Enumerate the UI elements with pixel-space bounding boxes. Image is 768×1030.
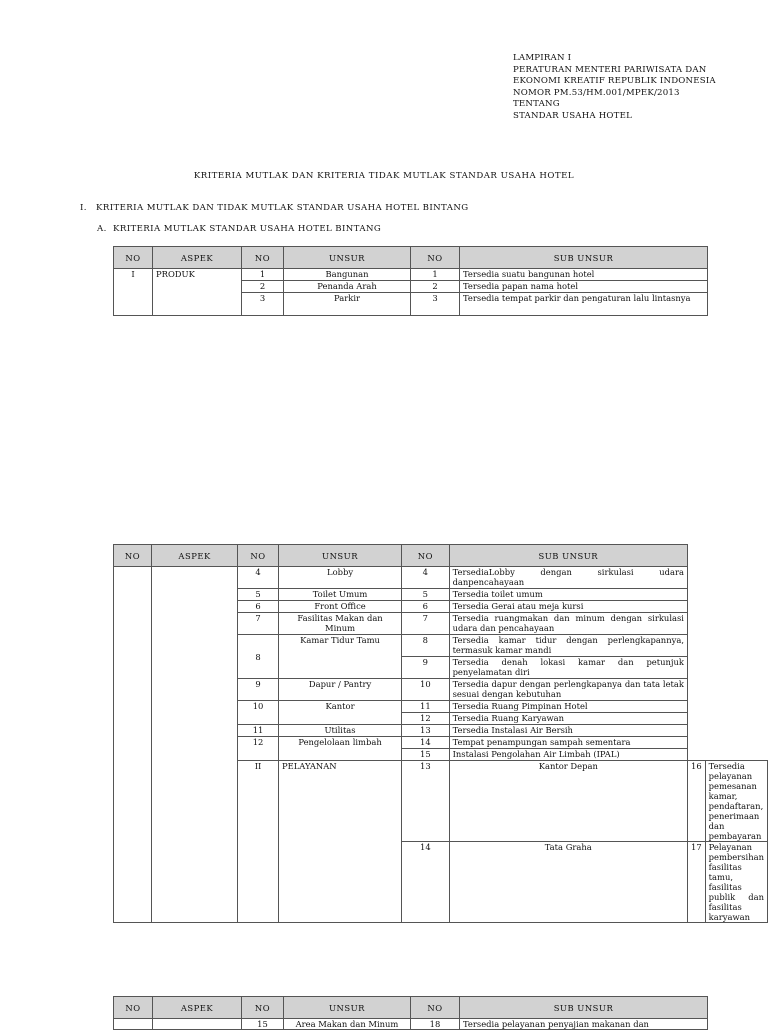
sub-number: 12 [402, 713, 449, 725]
unsur-name: Area Makan dan Minum [284, 1019, 411, 1030]
header-aspek: ASPEK [153, 997, 242, 1019]
sub-number: 2 [411, 281, 460, 293]
section-text: KRITERIA MUTLAK STANDAR USAHA HOTEL BINTANG [113, 224, 382, 234]
aspek-name-empty [153, 1019, 242, 1030]
document-title: KRITERIA MUTLAK DAN KRITERIA TIDAK MUTLAK STANDAR USAHA HOTEL [193, 171, 575, 181]
sub-unsur-text: Tersedia papan nama hotel [460, 281, 708, 293]
sub-unsur-text: Tersedia tempat parkir dan pengaturan lalu lintasnya [460, 293, 708, 316]
sub-unsur-text: Tersedia toilet umum [449, 589, 687, 601]
unsur-number: 3 [242, 293, 284, 316]
unsur-name: Parkir [284, 293, 411, 316]
header-no-unsur: NO [238, 545, 279, 567]
sub-number: 3 [411, 293, 460, 316]
unsur-number: 7 [238, 613, 279, 635]
sub-number: 13 [402, 725, 449, 737]
sub-number: 15 [402, 749, 449, 761]
sub-unsur-text: Tersedia Ruang Karyawan [449, 713, 687, 725]
sub-number: 6 [402, 601, 449, 613]
sub-unsur-text: Tempat penampungan sampah sementara [449, 737, 687, 749]
sub-unsur-text: Tersedia dapur dengan perlengkapanya dan tata letak sesuai dengan kebutuhan [449, 679, 687, 701]
aspek-number: I [114, 269, 153, 316]
unsur-name: Toilet Umum [278, 589, 401, 601]
header-no-sub: NO [411, 247, 460, 269]
unsur-name: Front Office [278, 601, 401, 613]
unsur-number: 14 [402, 842, 449, 923]
sub-unsur-text: Tersedia suatu bangunan hotel [460, 269, 708, 281]
unsur-number: 15 [242, 1019, 284, 1030]
header-no: NO [114, 997, 153, 1019]
unsur-name: Penanda Arah [284, 281, 411, 293]
table-row [114, 1019, 708, 1030]
table-header-row [114, 545, 768, 567]
unsur-name: Tata Graha [449, 842, 687, 923]
sub-number: 16 [687, 761, 705, 842]
sub-unsur-text: Tersedia pelayanan penyajian makanan dan [460, 1019, 708, 1030]
unsur-number: 10 [238, 701, 279, 725]
unsur-number: 6 [238, 601, 279, 613]
sub-unsur-text: TersediaLobby dengan sirkulasi udara danpencahayaan [449, 567, 687, 589]
sub-number: 17 [687, 842, 705, 923]
header-no-unsur: NO [242, 247, 284, 269]
header-no-unsur: NO [242, 997, 284, 1019]
section-number: A. [97, 224, 107, 234]
header-sub-unsur: SUB UNSUR [449, 545, 687, 567]
section-heading-a [97, 224, 381, 234]
criteria-table-1 [113, 246, 708, 316]
lampiran-line: EKONOMI KREATIF REPUBLIK INDONESIA [513, 76, 716, 87]
unsur-name: Utilitas [278, 725, 401, 737]
header-aspek: ASPEK [153, 247, 242, 269]
unsur-name: Dapur / Pantry [278, 679, 401, 701]
aspek-number: II [238, 761, 279, 923]
lampiran-line: STANDAR USAHA HOTEL [513, 110, 632, 121]
section-text: KRITERIA MUTLAK DAN TIDAK MUTLAK STANDAR USAHA HOTEL BINTANG [96, 203, 469, 213]
table-header-row [114, 997, 708, 1019]
lampiran-line: NOMOR PM.53/HM.001/MPEK/2013 [513, 87, 680, 98]
aspek-number-empty [114, 1019, 153, 1030]
sub-unsur-text: Tersedia Ruang Pimpinan Hotel [449, 701, 687, 713]
sub-unsur-text: Tersedia kamar tidur dengan perlengkapannya, termasuk kamar mandi [449, 635, 687, 657]
header-no: NO [114, 545, 152, 567]
unsur-number: 2 [242, 281, 284, 293]
header-unsur: UNSUR [284, 997, 411, 1019]
section-number: I. [80, 203, 87, 213]
lampiran-line: LAMPIRAN I [513, 53, 572, 63]
section-heading-1 [80, 203, 469, 213]
unsur-name: Bangunan [284, 269, 411, 281]
sub-unsur-text: Pelayanan pembersihan fasilitas tamu, fasilitas publik dan fasilitas karyawan [705, 842, 767, 923]
unsur-number: 12 [238, 737, 279, 761]
aspek-number-empty [114, 567, 152, 923]
criteria-table-3 [113, 996, 708, 1030]
unsur-name: Pengelolaan limbah [278, 737, 401, 761]
aspek-name: PRODUK [153, 269, 242, 316]
sub-number: 11 [402, 701, 449, 713]
sub-number: 9 [402, 657, 449, 679]
unsur-number: 5 [238, 589, 279, 601]
header-no: NO [114, 247, 153, 269]
sub-number: 5 [402, 589, 449, 601]
lampiran-block [513, 53, 716, 123]
criteria-table-2 [113, 544, 768, 923]
sub-number: 18 [411, 1019, 460, 1030]
unsur-name: Kantor Depan [449, 761, 687, 842]
unsur-number: 13 [402, 761, 449, 842]
sub-number: 7 [402, 613, 449, 635]
sub-number: 4 [402, 567, 449, 589]
header-no-sub: NO [402, 545, 449, 567]
unsur-number: 4 [238, 567, 279, 589]
unsur-name: Kantor [278, 701, 401, 725]
sub-unsur-text: Tersedia pelayanan pemesanan kamar, pendaftaran, penerimaan dan pembayaran [705, 761, 767, 842]
aspek-name: PELAYANAN [278, 761, 401, 923]
header-unsur: UNSUR [284, 247, 411, 269]
sub-number: 10 [402, 679, 449, 701]
sub-number: 8 [402, 635, 449, 657]
table-row [114, 269, 708, 281]
sub-unsur-text: Instalasi Pengolahan Air Limbah (IPAL) [449, 749, 687, 761]
header-sub-unsur: SUB UNSUR [460, 997, 708, 1019]
header-unsur: UNSUR [278, 545, 401, 567]
sub-unsur-text: Tersedia ruangmakan dan minum dengan sirkulasi udara dan pencahayaan [449, 613, 687, 635]
sub-number: 14 [402, 737, 449, 749]
unsur-number: 1 [242, 269, 284, 281]
unsur-number: 11 [238, 725, 279, 737]
sub-number: 1 [411, 269, 460, 281]
unsur-number: 8 [238, 635, 279, 679]
sub-unsur-text: Tersedia Gerai atau meja kursi [449, 601, 687, 613]
header-no-sub: NO [411, 997, 460, 1019]
lampiran-line: PERATURAN MENTERI PARIWISATA DAN [513, 64, 707, 75]
unsur-name: Kamar Tidur Tamu [278, 635, 401, 679]
sub-unsur-text: Tersedia Instalasi Air Bersih [449, 725, 687, 737]
unsur-number: 9 [238, 679, 279, 701]
aspek-name-empty [152, 567, 238, 923]
sub-unsur-text: Tersedia denah lokasi kamar dan petunjuk penyelamatan diri [449, 657, 687, 679]
unsur-name: Lobby [278, 567, 401, 589]
table-row [114, 567, 768, 589]
unsur-name: Fasilitas Makan dan Minum [278, 613, 401, 635]
header-sub-unsur: SUB UNSUR [460, 247, 708, 269]
header-aspek: ASPEK [152, 545, 238, 567]
lampiran-line: TENTANG [513, 99, 560, 110]
table-header-row [114, 247, 708, 269]
